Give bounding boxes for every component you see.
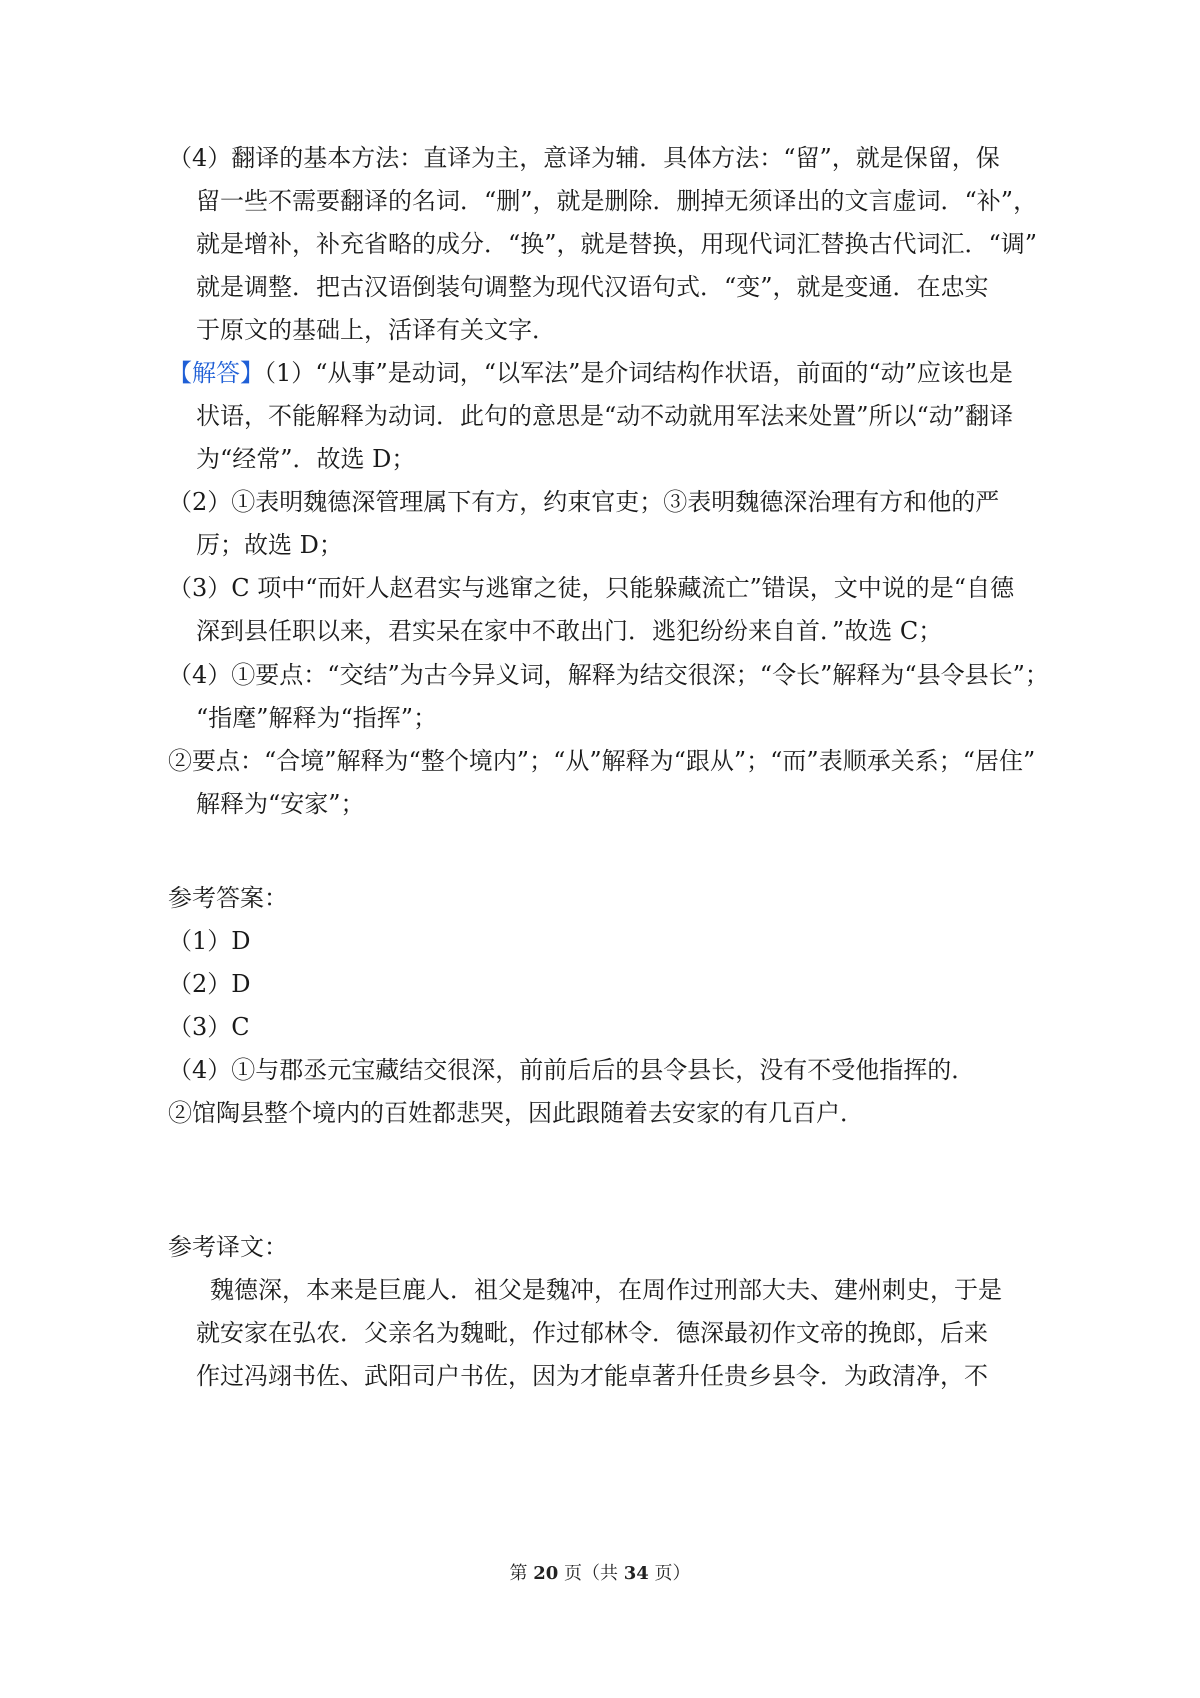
answer-item1-text: （1）“从事”是动词，“以军法”是介词结构作状语，前面的“动”应该也是 xyxy=(264,359,1013,387)
analysis-item4-line: （4）翻译的基本方法：直译为主，意译为辅．具体方法：“留”，就是保留，保 xyxy=(168,144,1000,172)
analysis-item4-line: 就是增补，补充省略的成分．“换”，就是替换，用现代词汇替换古代词汇．“调” xyxy=(196,230,1038,258)
analysis-item4-line: 于原文的基础上，活译有关文字． xyxy=(196,316,556,344)
translation-heading: 参考译文： xyxy=(168,1233,288,1261)
reference-answer-item: （3）C xyxy=(168,1013,250,1041)
answer-tag: 【解答】 xyxy=(168,359,264,387)
reference-answer-heading: 参考答案： xyxy=(168,884,288,912)
translation-line: 就安家在弘农．父亲名为魏毗，作过郁林令．德深最初作文帝的挽郎，后来 xyxy=(196,1319,988,1347)
reference-answer-item: （1）D xyxy=(168,927,251,955)
analysis-item4-line: 就是调整．把古汉语倒装句调整为现代汉语句式．“变”，就是变通．在忠实 xyxy=(196,273,989,301)
analysis-item4-line: 留一些不需要翻译的名词．“删”，就是删除．删掉无须译出的文言虚词．“补”， xyxy=(196,187,1038,215)
answer-item1-line xyxy=(168,358,1013,388)
answer-item2-line: （2）①表明魏德深管理属下有方，约束官吏；③表明魏德深治理有方和他的严 xyxy=(168,488,1000,516)
answer-item4b-line: 解释为“安家”； xyxy=(196,790,365,818)
reference-answer-item: ②馆陶县整个境内的百姓都悲哭，因此跟随着去安家的有几百户． xyxy=(168,1099,864,1127)
footer-total-pages: 34 xyxy=(623,1563,649,1584)
footer-page-number: 20 xyxy=(533,1563,559,1584)
reference-answer-item: （4）①与郡丞元宝藏结交很深，前前后后的县令县长，没有不受他指挥的． xyxy=(168,1056,976,1084)
answer-item4a-line: “指麾”解释为“指挥”； xyxy=(196,704,438,732)
answer-item4b-line: ②要点：“合境”解释为“整个境内”；“从”解释为“跟从”；“而”表顺承关系；“居住” xyxy=(168,747,1036,775)
answer-item4a-line: （4）①要点：“交结”为古今异义词，解释为结交很深；“令长”解释为“县令县长”； xyxy=(168,661,1049,689)
page-footer xyxy=(0,1563,1200,1585)
translation-line: 魏德深，本来是巨鹿人．祖父是魏冲，在周作过刑部大夫、建州刺史，于是 xyxy=(210,1276,1002,1304)
answer-item3-line: （3）C 项中“而奸人赵君实与逃窜之徒，只能躲藏流亡”错误，文中说的是“自德 xyxy=(168,574,1015,602)
answer-item1-line: 状语，不能解释为动词．此句的意思是“动不动就用军法来处置”所以“动”翻译 xyxy=(196,402,1014,430)
footer-suffix: 页） xyxy=(648,1563,691,1584)
footer-prefix: 第 xyxy=(509,1563,534,1584)
translation-line: 作过冯翊书佐、武阳司户书佐，因为才能卓著升任贵乡县令．为政清净，不 xyxy=(196,1362,988,1390)
reference-answer-item: （2）D xyxy=(168,970,251,998)
answer-item3-line: 深到县任职以来，君实呆在家中不敢出门．逃犯纷纷来自首．”故选 C； xyxy=(196,617,943,645)
answer-item1-line: 为“经常”．故选 D； xyxy=(196,445,416,473)
answer-item2-line: 厉；故选 D； xyxy=(196,531,343,559)
footer-middle: 页（共 xyxy=(558,1563,624,1584)
